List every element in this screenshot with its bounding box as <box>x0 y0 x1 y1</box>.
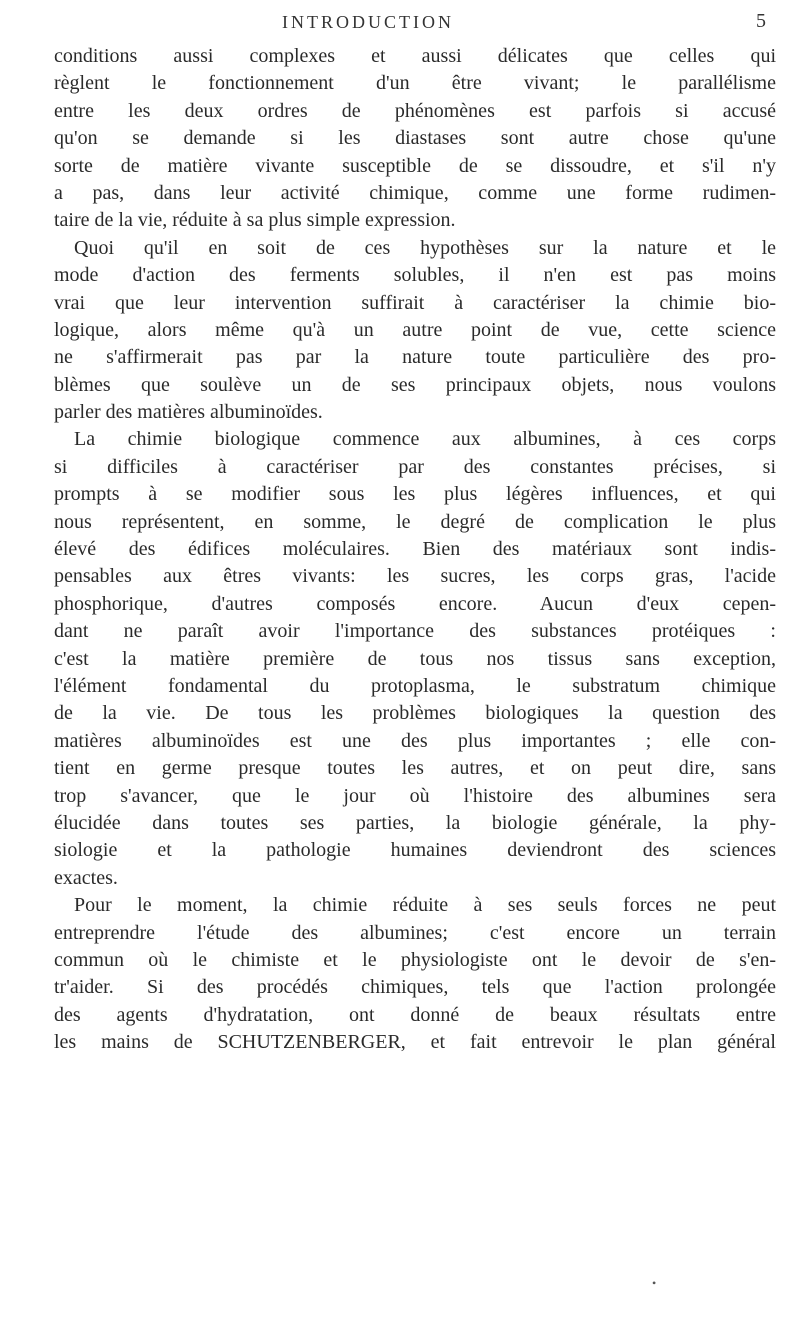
text-line: logique, alors même qu'à un autre point de vue, cette science <box>54 318 776 341</box>
text-line: de la vie. De tous les problèmes biologiques la question des <box>54 702 776 725</box>
text-line: règlent le fonctionnement d'un être vivant; le parallélisme <box>54 72 776 95</box>
text-line: phosphorique, d'autres composés encore. Aucun d'eux cepen- <box>54 592 776 615</box>
text-line: taire de la vie, réduite à sa plus simple expression. <box>54 209 456 232</box>
text-line: vrai que leur intervention suffirait à caractériser la chimie bio- <box>54 291 776 314</box>
running-head <box>0 6 800 36</box>
text-line: trop s'avancer, que le jour où l'histoire des albumines sera <box>54 784 776 807</box>
text-line: parler des matières albuminoïdes. <box>54 401 323 424</box>
text-line: Pour le moment, la chimie réduite à ses seuls forces ne peut <box>74 894 776 917</box>
text-line: matières albuminoïdes est une des plus importantes ; elle con- <box>54 729 776 752</box>
body-text <box>54 43 776 1056</box>
text-line: ne s'affirmerait pas par la nature toute particulière des pro- <box>54 346 776 369</box>
text-line: Quoi qu'il en soit de ces hypothèses sur la nature et le <box>74 236 776 259</box>
text-line: pensables aux êtres vivants: les sucres, les corps gras, l'acide <box>54 565 776 588</box>
text-line: les mains de SCHUTZENBERGER, et fait entrevoir le plan général <box>54 1031 776 1054</box>
page-number: 5 <box>756 10 766 32</box>
text-line: blèmes que soulève un de ses principaux objets, nous voulons <box>54 373 776 396</box>
text-line: c'est la matière première de tous nos tissus sans exception, <box>54 647 776 670</box>
text-line: a pas, dans leur activité chimique, comme une forme rudimen- <box>54 181 776 204</box>
text-line: élevé des édifices moléculaires. Bien des matériaux sont indis- <box>54 538 776 561</box>
text-line: élucidée dans toutes ses parties, la biologie générale, la phy- <box>54 811 776 834</box>
text-line: l'élément fondamental du protoplasma, le substratum chimique <box>54 674 776 697</box>
printer-mark: • <box>652 1276 657 1290</box>
text-line: nous représentent, en somme, le degré de complication le plus <box>54 510 776 533</box>
text-line: si difficiles à caractériser par des constantes précises, si <box>54 455 776 478</box>
text-line: La chimie biologique commence aux albumines, à ces corps <box>74 428 776 451</box>
text-line: dant ne paraît avoir l'importance des substances protéiques : <box>54 620 776 643</box>
text-line: sorte de matière vivante susceptible de se dissoudre, et s'il n'y <box>54 154 776 177</box>
text-line: tr'aider. Si des procédés chimiques, tels que l'action prolongée <box>54 976 776 999</box>
running-title: INTRODUCTION <box>282 12 454 32</box>
text-line: siologie et la pathologie humaines deviendront des sciences <box>54 839 776 862</box>
text-line: prompts à se modifier sous les plus légères influences, et qui <box>54 483 776 506</box>
text-line: conditions aussi complexes et aussi délicates que celles qui <box>54 45 776 67</box>
text-line: commun où le chimiste et le physiologiste ont le devoir de s'en- <box>54 948 776 971</box>
text-line: entre les deux ordres de phénomènes est parfois si accusé <box>54 99 776 122</box>
text-line: exactes. <box>54 866 118 889</box>
text-line: tient en germe presque toutes les autres, et on peut dire, sans <box>54 757 776 780</box>
text-line: des agents d'hydratation, ont donné de beaux résultats entre <box>54 1003 776 1026</box>
text-line: qu'on se demande si les diastases sont autre chose qu'une <box>54 127 776 150</box>
text-line: entreprendre l'étude des albumines; c'est encore un terrain <box>54 921 776 944</box>
text-line: mode d'action des ferments solubles, il n'en est pas moins <box>54 264 776 287</box>
